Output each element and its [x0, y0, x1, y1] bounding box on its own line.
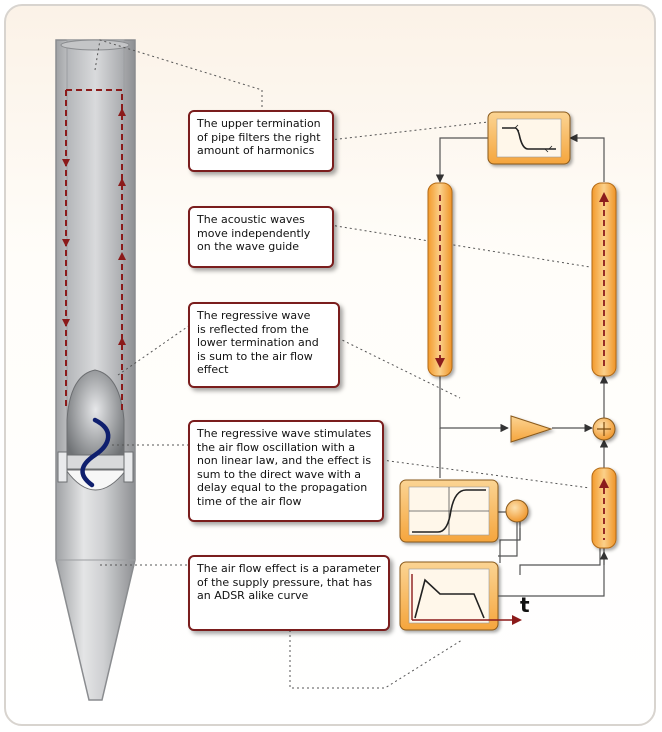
multiplier-ball — [506, 500, 528, 522]
sum-junction — [593, 418, 615, 440]
nonlinear-block — [400, 480, 498, 542]
note-acoustic-waves: The acoustic waves move independently on the wave guide — [188, 206, 334, 268]
filter-block — [488, 112, 570, 164]
note-upper-termination: The upper termination of pipe filters the right amount of harmonics — [188, 110, 334, 172]
waveguide-left — [428, 183, 452, 376]
delay-bar — [592, 468, 616, 548]
waveguide-right — [592, 183, 616, 376]
note-regressive-reflected: The regressive wave is reflected from the lower termination and is sum to the air flow effect — [188, 302, 340, 388]
adsr-time-label: t — [520, 593, 530, 617]
control-lines — [498, 522, 604, 596]
note-air-flow-effect: The air flow effect is a parameter of the supply pressure, that has an ADSR alike curve — [188, 555, 390, 631]
note-regressive-stimulates: The regressive wave stimulates the air flow oscillation with a non linear law, and the effect is sum to the direct wave with a delay equal to the propagation time of the air flow — [188, 420, 384, 522]
organ-pipe — [56, 40, 135, 700]
gain-triangle — [511, 416, 551, 442]
